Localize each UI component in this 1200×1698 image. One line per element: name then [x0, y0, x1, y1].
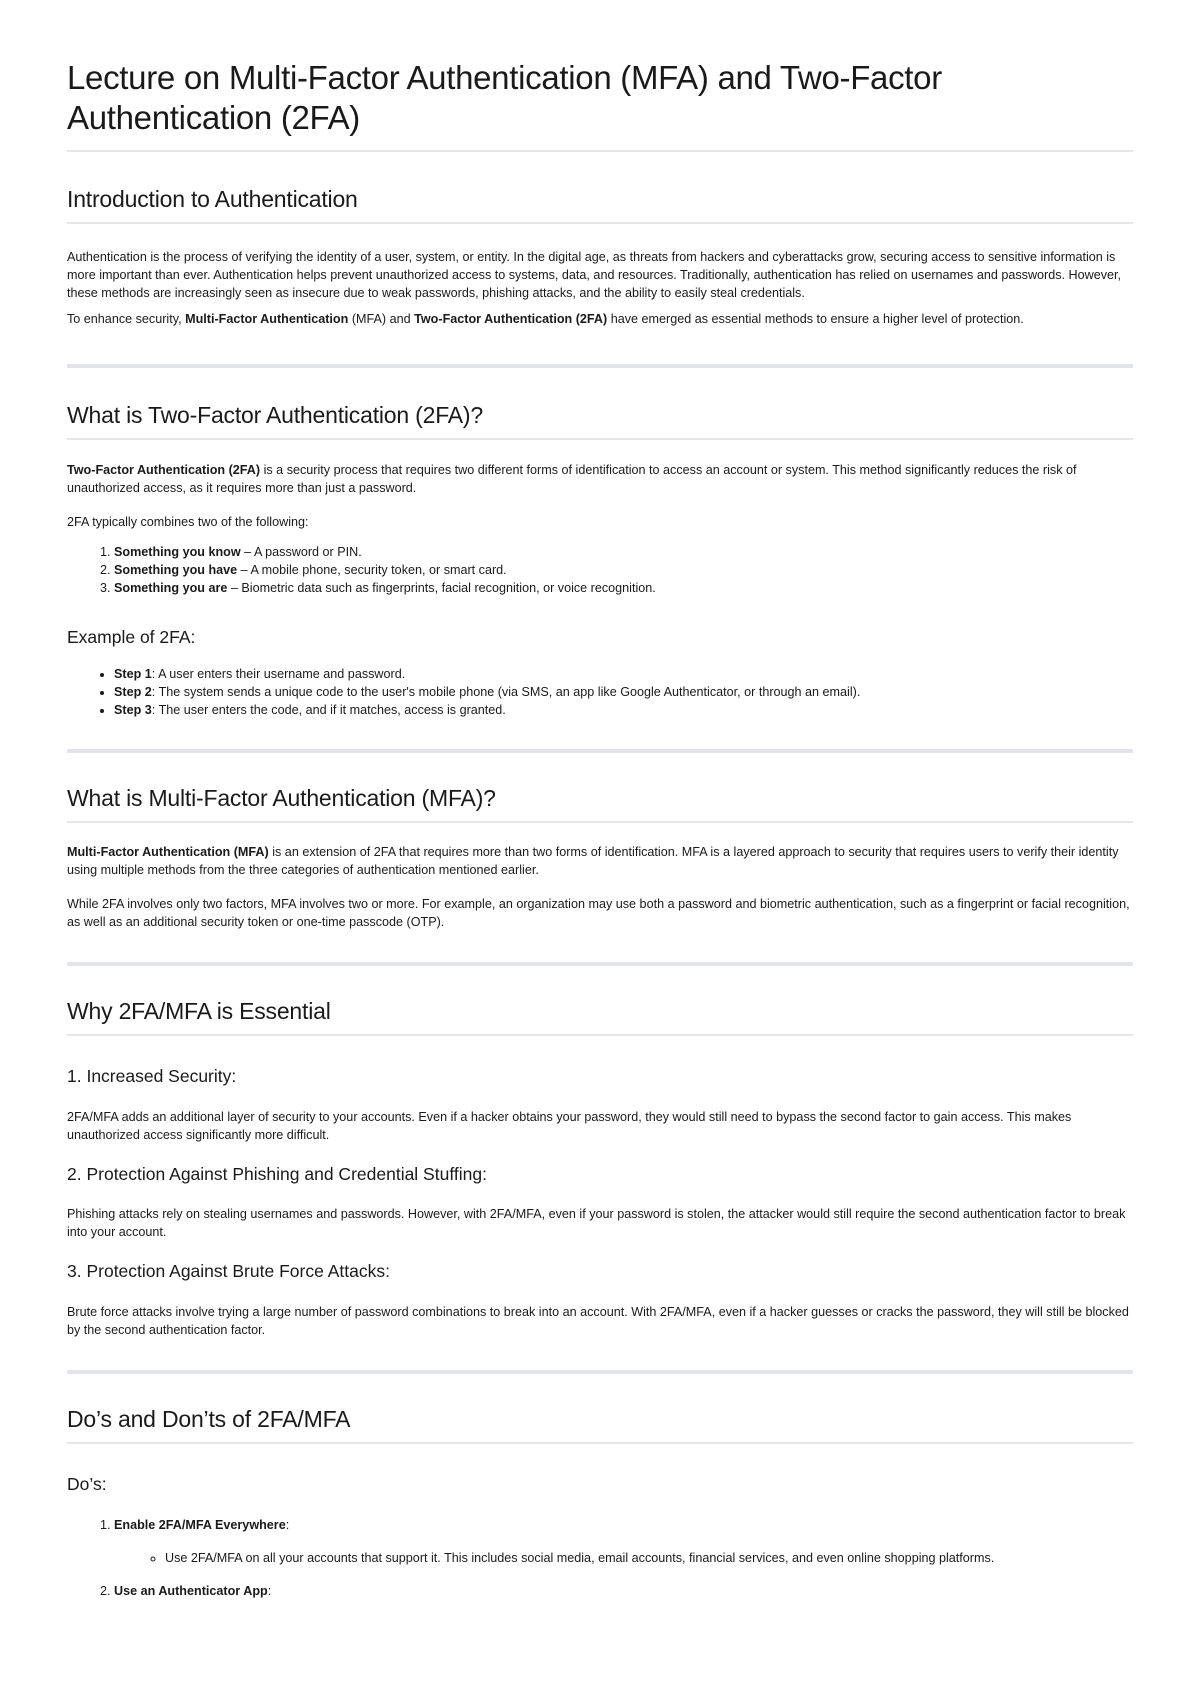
- text-span: : A user enters their username and password.: [151, 667, 406, 681]
- list-item: [114, 579, 1133, 597]
- text-span: :: [285, 1518, 290, 1532]
- list-item: [114, 701, 1133, 719]
- bold-term: Two-Factor Authentication (2FA): [67, 463, 261, 477]
- section-divider: [67, 364, 1133, 368]
- why-paragraph-1: 2FA/MFA adds an additional layer of security to your accounts. Even if a hacker obtains your password, they would still need to bypass the second factor to gain access. This makes unauthorized access significantly more difficult.: [67, 1110, 1072, 1142]
- list-item: [114, 1582, 1133, 1600]
- bold-term: Multi-Factor Authentication (MFA): [67, 845, 269, 859]
- text-span: :: [267, 1584, 272, 1598]
- bold-term: Step 1: [114, 667, 152, 681]
- factor-list: [67, 543, 1133, 597]
- mfa-paragraph-1: [67, 843, 1133, 879]
- bold-term: Something you have: [114, 563, 238, 577]
- text-span: – A mobile phone, security token, or smart card.: [237, 563, 507, 577]
- section-divider: [67, 1370, 1133, 1374]
- dos-list: [67, 1516, 1133, 1600]
- step-list: [67, 665, 1133, 719]
- why-paragraph-3: Brute force attacks involve trying a large number of password combinations to break into an account. With 2FA/MFA, even if a hacker guesses or cracks the password, they will still be blocked by the second authentication factor.: [67, 1305, 1129, 1337]
- subheading-example-2fa: Example of 2FA:: [67, 627, 196, 647]
- section-heading-why: Why 2FA/MFA is Essential: [67, 996, 1133, 1036]
- list-item: ◦ Use 2FA/MFA on all your accounts that support it. This includes social media, email accounts, financial services, and even online shopping platforms.: [165, 1549, 1133, 1567]
- text-span: : The user enters the code, and if it matches, access is granted.: [151, 703, 506, 717]
- text-span: – Biometric data such as fingerprints, facial recognition, or voice recognition.: [227, 581, 656, 595]
- section-divider: [67, 749, 1133, 753]
- text-span: is an extension of 2FA that requires more than two forms of identification. MFA is a layered approach to security that requires users to verify their identity using multiple methods from the three categories of authentication mentioned earlier.: [67, 845, 1119, 877]
- text-span: To enhance security,: [67, 312, 186, 326]
- intro-paragraph-1: Authentication is the process of verifying the identity of a user, system, or entity. In the digital age, as threats from hackers and cyberattacks grow, securing access to sensitive information is more important than ever. Authentication helps prevent unauthorized access to systems, data, and resources. Traditionally, authentication has relied on usernames and passwords. However, these methods are increasingly seen as insecure due to weak passwords, phishing attacks, and the ability to easily steal credentials.: [67, 250, 1122, 300]
- bold-term: Something you know: [114, 545, 241, 559]
- text-span: is a security process that requires two different forms of identification to access an account or system. This method significantly reduces the risk of unauthorized access, as it requires more than just a password.: [67, 463, 1077, 495]
- document-title: Lecture on Multi-Factor Authentication (MFA) and Two-Factor Authentication (2FA): [67, 58, 1133, 152]
- section-heading-mfa: What is Multi-Factor Authentication (MFA)?: [67, 783, 1133, 823]
- bold-term: Two-Factor Authentication (2FA): [414, 312, 608, 326]
- subheading-increased-security: 1. Increased Security:: [67, 1066, 237, 1086]
- bold-term: Use an Authenticator App: [114, 1584, 268, 1598]
- why-paragraph-2: Phishing attacks rely on stealing usernames and passwords. However, with 2FA/MFA, even if your password is stolen, the attacker would still require the second authentication factor to break into your account.: [67, 1207, 1126, 1239]
- list-item: [114, 665, 1133, 683]
- list-item: [114, 561, 1133, 579]
- intro-paragraph-2: [67, 310, 1133, 328]
- bold-term: Step 2: [114, 685, 152, 699]
- subheading-brute-force: 3. Protection Against Brute Force Attacks:: [67, 1261, 390, 1281]
- text-span: (MFA) and: [348, 312, 415, 326]
- text-span: : The system sends a unique code to the user's mobile phone (via SMS, an app like Google Authenticator, or through an email).: [151, 685, 861, 699]
- section-heading-dos-donts: Do’s and Don’ts of 2FA/MFA: [67, 1404, 1133, 1444]
- bold-term: Enable 2FA/MFA Everywhere: [114, 1518, 286, 1532]
- text-span: have emerged as essential methods to ensure a higher level of protection.: [607, 312, 1024, 326]
- subheading-dos: Do’s:: [67, 1474, 107, 1494]
- sub-list: [114, 1549, 1133, 1567]
- bold-term: Multi-Factor Authentication: [185, 312, 349, 326]
- text-span: – A password or PIN.: [240, 545, 362, 559]
- list-item: [114, 543, 1133, 561]
- list-item: [114, 1516, 1133, 1567]
- section-heading-2fa: What is Two-Factor Authentication (2FA)?: [67, 400, 1133, 440]
- bold-term: Step 3: [114, 703, 152, 717]
- bold-term: Something you are: [114, 581, 228, 595]
- tfa-paragraph-1: [67, 461, 1133, 497]
- section-heading-introduction: Introduction to Authentication: [67, 184, 1133, 224]
- section-divider: [67, 962, 1133, 966]
- subheading-phishing: 2. Protection Against Phishing and Credential Stuffing:: [67, 1164, 487, 1184]
- list-item: [114, 683, 1133, 701]
- tfa-paragraph-2: 2FA typically combines two of the following:: [67, 515, 309, 529]
- mfa-paragraph-2: While 2FA involves only two factors, MFA involves two or more. For example, an organization may use both a password and biometric authentication, such as a fingerprint or facial recognition, as well as an additional security token or one-time passcode (OTP).: [67, 897, 1130, 929]
